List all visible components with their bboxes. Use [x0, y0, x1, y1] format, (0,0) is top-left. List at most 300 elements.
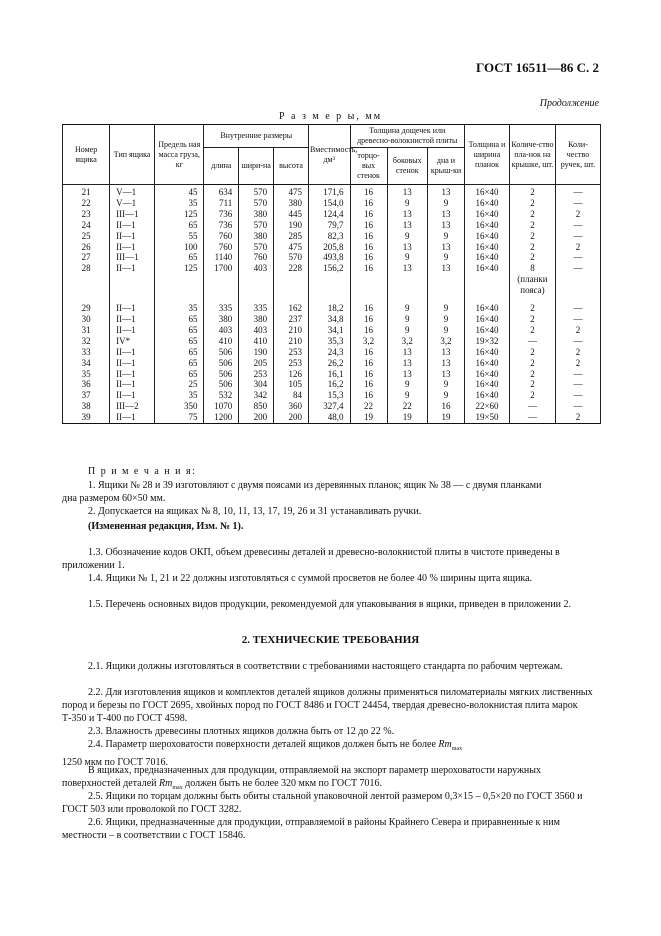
cell-box-no: 36 — [63, 379, 110, 390]
cell-bottom-lid: 9 — [427, 379, 464, 390]
cell-handles: 2 — [555, 358, 600, 369]
cell-max-load: 65 — [155, 347, 204, 358]
table-row — [63, 252, 601, 263]
cell-box-no: 39 — [63, 412, 110, 423]
cell-lid-strips: 2 — [509, 314, 555, 325]
cell-side-walls: 9 — [387, 252, 427, 263]
cell-bottom-lid: 9 — [427, 314, 464, 325]
cell-length: 736 — [204, 209, 239, 220]
cell-end-walls: 16 — [350, 303, 387, 314]
cell-height: 210 — [274, 325, 309, 336]
cell-height: 570 — [274, 252, 309, 263]
note-2: 2. Допускается на ящиках № 8, 10, 11, 13, 17, 19, 26 и 31 устанавливать ручки. — [88, 506, 422, 517]
table-row — [63, 220, 601, 231]
cell-height: 190 — [274, 220, 309, 231]
page-header: ГОСТ 16511—86 С. 2 — [476, 60, 599, 75]
cell-max-load: 35 — [155, 198, 204, 209]
paragraph-2-4-text: 2.4. Параметр шероховатости поверхности деталей ящиков должен быть не более — [88, 739, 436, 750]
cell-end-walls: 22 — [350, 401, 387, 412]
cell-lid-strips: 2 — [509, 325, 555, 336]
header-end-walls: торцо-вых стенок — [350, 148, 387, 185]
paragraph-2-2: 2.2. Для изготовления ящиков и комплектов деталей ящиков должны применяться пиломатериалы мягких лиственных пород и березы по ГОСТ 2695, хвойных пород по ГОСТ 8486 и ГОСТ 24454, твердая древесно-волокнистая плита марок Т-350 и Т-400 по ГОСТ 4598. — [62, 687, 593, 724]
cell-empty — [465, 274, 510, 285]
cell-bottom-lid: 9 — [427, 198, 464, 209]
cell-bottom-lid: 19 — [427, 412, 464, 423]
cell-strip-size: 16×40 — [465, 303, 510, 314]
cell-end-walls: 16 — [350, 252, 387, 263]
cell-handles: 2 — [555, 209, 600, 220]
cell-width: 253 — [239, 369, 274, 380]
cell-end-walls: 16 — [350, 314, 387, 325]
cell-box-no: 21 — [63, 185, 110, 198]
cell-height: 200 — [274, 412, 309, 423]
cell-box-no: 37 — [63, 390, 110, 401]
cell-bottom-lid: 9 — [427, 252, 464, 263]
cell-lid-strips: 2 — [509, 358, 555, 369]
header-lid-strips: Количе-ство пла-нок на крышке, шт. — [509, 125, 555, 185]
table-row-note — [63, 285, 601, 296]
cell-strip-size: 16×40 — [465, 347, 510, 358]
cell-end-walls: 16 — [350, 263, 387, 274]
cell-strip-size: 22×60 — [465, 401, 510, 412]
cell-strip-size: 16×40 — [465, 390, 510, 401]
cell-box-no: 26 — [63, 242, 110, 253]
cell-end-walls: 16 — [350, 185, 387, 198]
paragraph-2-4-export-end: должен быть не более 320 мкм по ГОСТ 7016. — [185, 778, 383, 789]
roughness-subscript: max — [451, 746, 463, 752]
header-inner-dimensions: Внутренние размеры — [204, 125, 308, 148]
row-28-note-line-1: (планки — [509, 274, 555, 285]
cell-side-walls: 9 — [387, 390, 427, 401]
cell-max-load: 65 — [155, 369, 204, 380]
cell-side-walls: 9 — [387, 379, 427, 390]
cell-lid-strips: 2 — [509, 369, 555, 380]
cell-lid-strips: 2 — [509, 252, 555, 263]
cell-width: 760 — [239, 252, 274, 263]
cell-empty — [350, 296, 387, 303]
cell-width: 570 — [239, 220, 274, 231]
cell-capacity: 154,0 — [308, 198, 350, 209]
cell-capacity: 26,2 — [308, 358, 350, 369]
cell-lid-strips: 2 — [509, 220, 555, 231]
cell-side-walls: 13 — [387, 369, 427, 380]
cell-handles: — — [555, 401, 600, 412]
cell-max-load: 35 — [155, 390, 204, 401]
cell-side-walls: 13 — [387, 220, 427, 231]
cell-strip-size: 16×40 — [465, 185, 510, 198]
cell-bottom-lid: 13 — [427, 358, 464, 369]
cell-empty — [308, 274, 350, 285]
cell-height: 237 — [274, 314, 309, 325]
cell-length: 506 — [204, 369, 239, 380]
cell-empty — [274, 285, 309, 296]
cell-length: 410 — [204, 336, 239, 347]
header-handles: Коли-чество ручек, шт. — [555, 125, 600, 185]
cell-end-walls: 16 — [350, 209, 387, 220]
cell-bottom-lid: 13 — [427, 263, 464, 274]
cell-empty — [204, 285, 239, 296]
cell-box-no: 33 — [63, 347, 110, 358]
cell-box-no: 24 — [63, 220, 110, 231]
cell-empty — [555, 274, 600, 285]
paragraph-2-1: 2.1. Ящики должны изготовляться в соответствии с требованиями настоящего стандарта по рабочим чертежам. — [88, 661, 563, 672]
cell-end-walls: 16 — [350, 220, 387, 231]
header-board-thickness: Толщина дощечек или древесно-волокнистой плиты — [350, 125, 465, 148]
roughness-symbol-2: Rm — [158, 778, 173, 789]
cell-lid-strips: 2 — [509, 198, 555, 209]
cell-type: III—1 — [110, 252, 155, 263]
note-1-line-1: 1. Ящики № 28 и 39 изготовляют с двумя поясами из деревянных планок; ящик № 38 — с двумя планками — [88, 480, 542, 491]
cell-side-walls: 9 — [387, 198, 427, 209]
table-row — [63, 242, 601, 253]
cell-end-walls: 16 — [350, 231, 387, 242]
cell-max-load: 350 — [155, 401, 204, 412]
cell-length: 380 — [204, 314, 239, 325]
cell-empty — [387, 274, 427, 285]
cell-capacity: 82,3 — [308, 231, 350, 242]
cell-width: 380 — [239, 314, 274, 325]
cell-empty — [155, 296, 204, 303]
cell-box-no: 23 — [63, 209, 110, 220]
header-side-walls: боковых стенок — [387, 148, 427, 185]
cell-capacity: 327,4 — [308, 401, 350, 412]
paragraph-2-6: 2.6. Ящики, предназначенные для продукции, отправляемой в районы Крайнего Севера и приравненные к ним местности – в соответствии с ГОСТ 15846. — [62, 817, 560, 841]
cell-width: 342 — [239, 390, 274, 401]
table-row — [63, 185, 601, 198]
paragraph-2-4-export-text: В ящиках, предназначенных для продукции, отправляемой на экспорт параметр шероховатости наружных поверхностей деталей — [62, 765, 541, 789]
cell-empty — [555, 285, 600, 296]
cell-bottom-lid: 13 — [427, 220, 464, 231]
paragraph-2-5: 2.5. Ящики по торцам должны быть обиты стальной упаковочной лентой размером 0,3×15 – 0,5×20 по ГОСТ 3560 и ГОСТ 503 или проволокой по ГОСТ 3282. — [62, 791, 583, 815]
cell-capacity: 493,8 — [308, 252, 350, 263]
cell-strip-size: 16×40 — [465, 369, 510, 380]
cell-max-load: 65 — [155, 325, 204, 336]
cell-capacity: 24,3 — [308, 347, 350, 358]
table-row — [63, 347, 601, 358]
row-28-note-line-2: пояса) — [509, 285, 555, 296]
cell-length: 711 — [204, 198, 239, 209]
cell-handles: — — [555, 390, 600, 401]
cell-empty — [110, 274, 155, 285]
cell-handles: — — [555, 303, 600, 314]
cell-empty — [387, 296, 427, 303]
cell-bottom-lid: 9 — [427, 303, 464, 314]
cell-end-walls: 3,2 — [350, 336, 387, 347]
table-row — [63, 314, 601, 325]
cell-strip-size: 16×40 — [465, 314, 510, 325]
table-row — [63, 198, 601, 209]
cell-length: 1070 — [204, 401, 239, 412]
cell-empty — [204, 296, 239, 303]
cell-box-no: 35 — [63, 369, 110, 380]
cell-end-walls: 16 — [350, 325, 387, 336]
table-row — [63, 369, 601, 380]
roughness-symbol: Rm — [438, 739, 452, 750]
cell-handles: — — [555, 314, 600, 325]
header-max-load: Предель ная масса груза, кг — [155, 125, 204, 185]
cell-strip-size: 19×50 — [465, 412, 510, 423]
cell-empty — [509, 296, 555, 303]
cell-strip-size: 16×40 — [465, 209, 510, 220]
cell-type: II—1 — [110, 220, 155, 231]
header-strip-size: Толщина и ширина планок — [465, 125, 510, 185]
cell-side-walls: 13 — [387, 185, 427, 198]
cell-lid-strips: 2 — [509, 390, 555, 401]
header-height: высота — [274, 148, 309, 185]
header-length: длина — [204, 148, 239, 185]
cell-box-no: 34 — [63, 358, 110, 369]
amended-edition: (Измененная редакция, Изм. № 1). — [88, 521, 244, 532]
cell-bottom-lid: 13 — [427, 347, 464, 358]
cell-box-no: 28 — [63, 263, 110, 274]
cell-width: 304 — [239, 379, 274, 390]
cell-side-walls: 13 — [387, 263, 427, 274]
cell-width: 850 — [239, 401, 274, 412]
cell-width: 205 — [239, 358, 274, 369]
cell-lid-strips: 2 — [509, 231, 555, 242]
header-capacity: Вместимость, дм³ — [308, 125, 350, 185]
box-dimensions-table — [62, 124, 601, 424]
cell-capacity: 171,6 — [308, 185, 350, 198]
cell-width: 380 — [239, 209, 274, 220]
cell-empty — [239, 274, 274, 285]
cell-empty — [274, 274, 309, 285]
note-1-line-2: дна размером 60×50 мм. — [62, 493, 166, 504]
cell-handles: — — [555, 198, 600, 209]
cell-empty — [110, 285, 155, 296]
header-box-no: Номер ящика — [63, 125, 110, 185]
cell-strip-size: 19×32 — [465, 336, 510, 347]
cell-capacity: 156,2 — [308, 263, 350, 274]
cell-strip-size: 16×40 — [465, 252, 510, 263]
cell-empty — [274, 296, 309, 303]
paragraph-1-3: 1.3. Обозначение кодов ОКП, объем древесины деталей и древесно-волокнистой плиты в чистоте приведены в приложении 1. — [62, 547, 560, 571]
cell-side-walls: 13 — [387, 242, 427, 253]
cell-lid-strips: 2 — [509, 379, 555, 390]
cell-empty — [239, 285, 274, 296]
cell-type: II—1 — [110, 369, 155, 380]
cell-side-walls: 13 — [387, 358, 427, 369]
cell-width: 380 — [239, 231, 274, 242]
cell-height: 380 — [274, 198, 309, 209]
cell-empty — [427, 274, 464, 285]
cell-end-walls: 16 — [350, 379, 387, 390]
cell-bottom-lid: 13 — [427, 185, 464, 198]
cell-length: 1700 — [204, 263, 239, 274]
cell-handles: 2 — [555, 347, 600, 358]
cell-empty — [63, 274, 110, 285]
cell-handles: — — [555, 252, 600, 263]
cell-height: 360 — [274, 401, 309, 412]
cell-strip-size: 16×40 — [465, 242, 510, 253]
cell-type: II—1 — [110, 325, 155, 336]
cell-capacity: 124,4 — [308, 209, 350, 220]
cell-width: 200 — [239, 412, 274, 423]
cell-max-load: 125 — [155, 209, 204, 220]
cell-length: 760 — [204, 242, 239, 253]
cell-length: 634 — [204, 185, 239, 198]
cell-empty — [155, 285, 204, 296]
cell-handles: — — [555, 231, 600, 242]
table-spacer — [63, 296, 601, 303]
cell-height: 126 — [274, 369, 309, 380]
cell-type: II—1 — [110, 412, 155, 423]
cell-max-load: 100 — [155, 242, 204, 253]
cell-end-walls: 16 — [350, 369, 387, 380]
cell-empty — [308, 296, 350, 303]
cell-handles: — — [555, 336, 600, 347]
cell-empty — [350, 285, 387, 296]
cell-type: II—1 — [110, 231, 155, 242]
cell-length: 760 — [204, 231, 239, 242]
cell-length: 335 — [204, 303, 239, 314]
cell-bottom-lid: 16 — [427, 401, 464, 412]
cell-empty — [155, 274, 204, 285]
cell-strip-size: 16×40 — [465, 358, 510, 369]
cell-side-walls: 3,2 — [387, 336, 427, 347]
cell-empty — [110, 296, 155, 303]
cell-box-no: 31 — [63, 325, 110, 336]
table-row — [63, 390, 601, 401]
cell-max-load: 65 — [155, 314, 204, 325]
cell-handles: 2 — [555, 412, 600, 423]
table-row — [63, 379, 601, 390]
cell-height: 162 — [274, 303, 309, 314]
cell-height: 105 — [274, 379, 309, 390]
cell-side-walls: 19 — [387, 412, 427, 423]
cell-side-walls: 9 — [387, 314, 427, 325]
cell-capacity: 16,1 — [308, 369, 350, 380]
cell-box-no: 38 — [63, 401, 110, 412]
cell-side-walls: 22 — [387, 401, 427, 412]
cell-capacity: 205,8 — [308, 242, 350, 253]
table-row — [63, 358, 601, 369]
cell-capacity: 15,3 — [308, 390, 350, 401]
cell-length: 506 — [204, 379, 239, 390]
cell-capacity: 18,2 — [308, 303, 350, 314]
cell-width: 403 — [239, 325, 274, 336]
cell-max-load: 65 — [155, 220, 204, 231]
cell-end-walls: 16 — [350, 390, 387, 401]
cell-length: 1200 — [204, 412, 239, 423]
cell-empty — [465, 285, 510, 296]
cell-strip-size: 16×40 — [465, 198, 510, 209]
cell-width: 570 — [239, 185, 274, 198]
cell-length: 1140 — [204, 252, 239, 263]
cell-height: 445 — [274, 209, 309, 220]
cell-lid-strips: — — [509, 336, 555, 347]
cell-width: 570 — [239, 242, 274, 253]
continuation-label: Продолжение — [539, 98, 599, 109]
cell-handles: — — [555, 263, 600, 274]
cell-box-no: 29 — [63, 303, 110, 314]
notes-title: П р и м е ч а н и я: — [88, 466, 197, 477]
cell-height: 253 — [274, 347, 309, 358]
cell-lid-strips: 2 — [509, 185, 555, 198]
cell-height: 475 — [274, 185, 309, 198]
section-title: 2. ТЕХНИЧЕСКИЕ ТРЕБОВАНИЯ — [241, 634, 420, 646]
cell-side-walls: 9 — [387, 325, 427, 336]
cell-lid-strips: — — [509, 401, 555, 412]
cell-bottom-lid: 9 — [427, 390, 464, 401]
cell-width: 410 — [239, 336, 274, 347]
cell-empty — [350, 274, 387, 285]
cell-type: V—1 — [110, 198, 155, 209]
cell-type: III—1 — [110, 209, 155, 220]
cell-capacity: 34,1 — [308, 325, 350, 336]
header-type: Тип ящика — [110, 125, 155, 185]
cell-max-load: 45 — [155, 185, 204, 198]
cell-height: 253 — [274, 358, 309, 369]
table-row — [63, 303, 601, 314]
cell-max-load: 125 — [155, 263, 204, 274]
cell-type: II—1 — [110, 303, 155, 314]
paragraph-1-4: 1.4. Ящики № 1, 21 и 22 должны изготовляться с суммой просветов не более 40 % ширины щита ящика. — [88, 573, 533, 584]
cell-width: 570 — [239, 198, 274, 209]
cell-width: 403 — [239, 263, 274, 274]
cell-height: 210 — [274, 336, 309, 347]
cell-empty — [465, 296, 510, 303]
paragraph-2-3: 2.3. Влажность древесины плотных ящиков должна быть от 12 до 22 %. — [88, 726, 395, 737]
header-width: шири-на — [239, 148, 274, 185]
table-row — [63, 231, 601, 242]
cell-height: 228 — [274, 263, 309, 274]
cell-type: V—1 — [110, 185, 155, 198]
cell-handles: — — [555, 369, 600, 380]
cell-box-no: 27 — [63, 252, 110, 263]
cell-capacity: 16,2 — [308, 379, 350, 390]
cell-bottom-lid: 13 — [427, 369, 464, 380]
cell-box-no: 32 — [63, 336, 110, 347]
cell-lid-strips: 2 — [509, 242, 555, 253]
cell-lid-strips: 2 — [509, 347, 555, 358]
paragraph-1-5: 1.5. Перечень основных видов продукции, рекомендуемой для упаковывания в ящики, приведен в приложении 2. — [88, 599, 571, 610]
cell-width: 335 — [239, 303, 274, 314]
cell-handles: — — [555, 185, 600, 198]
cell-handles: 2 — [555, 325, 600, 336]
cell-length: 403 — [204, 325, 239, 336]
cell-end-walls: 16 — [350, 198, 387, 209]
cell-capacity: 79,7 — [308, 220, 350, 231]
cell-bottom-lid: 13 — [427, 242, 464, 253]
cell-length: 532 — [204, 390, 239, 401]
table-row-note — [63, 274, 601, 285]
cell-end-walls: 16 — [350, 242, 387, 253]
cell-type: II—1 — [110, 314, 155, 325]
cell-strip-size: 16×40 — [465, 379, 510, 390]
cell-end-walls: 19 — [350, 412, 387, 423]
cell-strip-size: 16×40 — [465, 325, 510, 336]
cell-side-walls: 13 — [387, 209, 427, 220]
dimensions-caption: Р а з м е р ы, мм — [278, 111, 383, 122]
table-row — [63, 336, 601, 347]
cell-empty — [308, 285, 350, 296]
cell-strip-size: 16×40 — [465, 263, 510, 274]
cell-bottom-lid: 13 — [427, 209, 464, 220]
cell-empty — [427, 285, 464, 296]
cell-max-load: 35 — [155, 303, 204, 314]
roughness-subscript-2: max — [172, 785, 183, 791]
cell-length: 506 — [204, 347, 239, 358]
cell-type: II—1 — [110, 390, 155, 401]
table-row — [63, 263, 601, 274]
cell-empty — [427, 296, 464, 303]
cell-type: II—1 — [110, 242, 155, 253]
cell-type: II—1 — [110, 379, 155, 390]
cell-lid-strips: 2 — [509, 303, 555, 314]
cell-empty — [239, 296, 274, 303]
cell-empty — [204, 274, 239, 285]
